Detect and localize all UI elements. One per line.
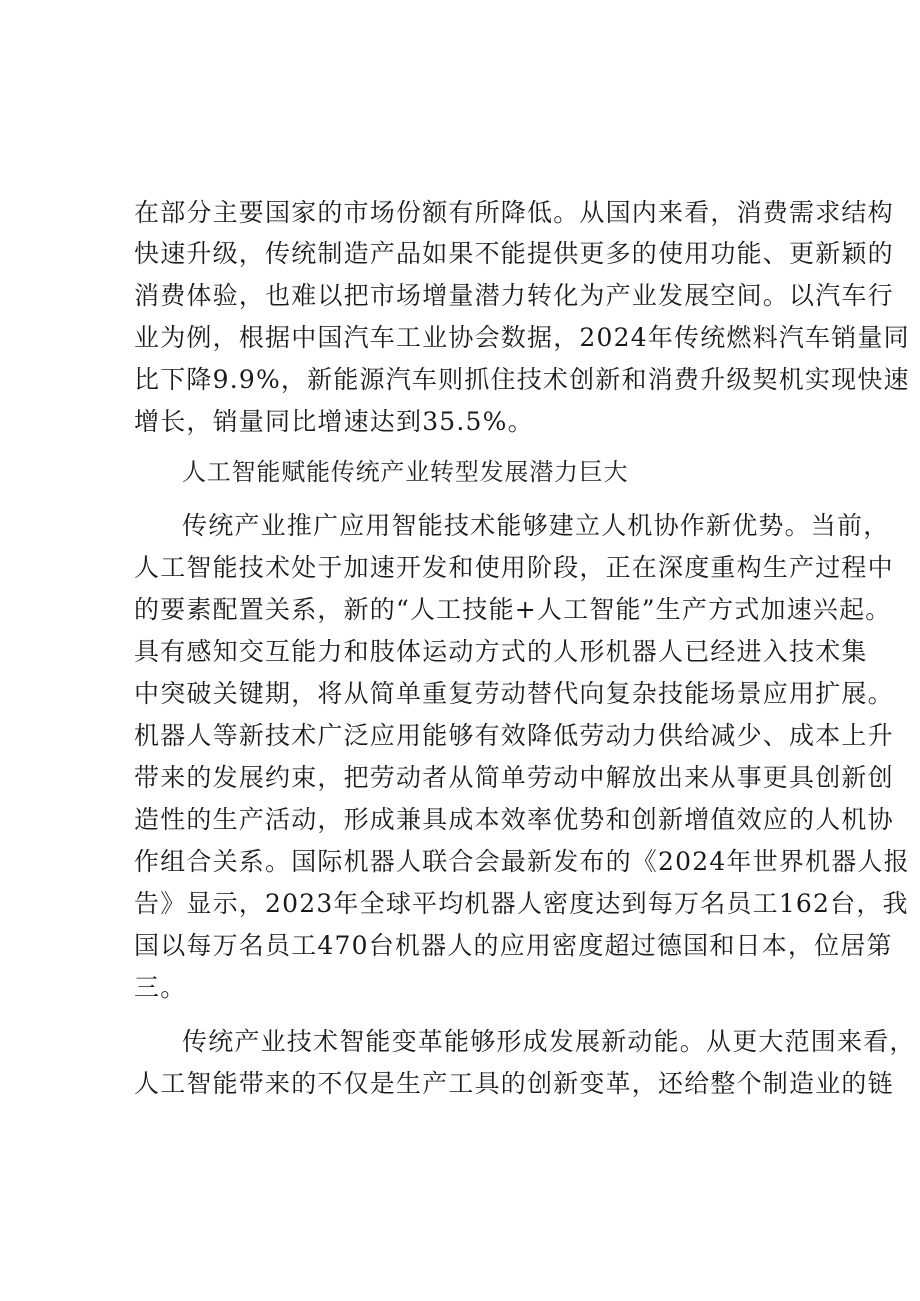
paragraph-line: 消费体验，也难以把市场增量潜力转化为产业发展空间。以汽车行 — [134, 281, 894, 310]
paragraph-line: 传统产业推广应用智能技术能够建立人机协作新优势。当前， — [182, 511, 890, 540]
paragraph-line: 机器人等新技术广泛应用能够有效降低劳动力供给减少、成本上升 — [134, 721, 894, 750]
paragraph-line: 人工智能带来的不仅是生产工具的创新变革，还给整个制造业的链 — [134, 1069, 894, 1098]
paragraph-line: 中突破关键期，将从简单重复劳动替代向复杂技能场景应用扩展。 — [134, 679, 894, 708]
paragraph-line: 人工智能技术处于加速开发和使用阶段，正在深度重构生产过程中 — [134, 553, 894, 582]
paragraph-line: 三。 — [134, 973, 187, 1002]
paragraph-line: 作组合关系。国际机器人联合会最新发布的《2024年世界机器人报 — [134, 847, 910, 876]
paragraph-line: 的要素配置关系，新的“人工技能+人工智能”生产方式加速兴起。 — [134, 595, 892, 624]
paragraph-line: 造性的生产活动，形成兼具成本效率优势和创新增值效应的人机协 — [134, 805, 894, 834]
paragraph-line: 带来的发展约束，把劳动者从简单劳动中解放出来从事更具创新创 — [134, 763, 894, 792]
paragraph-line: 增长，销量同比增速达到35.5%。 — [134, 407, 534, 436]
paragraph-line: 比下降9.9%，新能源汽车则抓住技术创新和消费升级契机实现快速 — [134, 365, 910, 394]
paragraph-line: 具有感知交互能力和肢体运动方式的人形机器人已经进入技术集 — [134, 637, 868, 666]
paragraph-line: 业为例，根据中国汽车工业协会数据，2024年传统燃料汽车销量同 — [134, 323, 910, 352]
paragraph-line: 告》显示，2023年全球平均机器人密度达到每万名员工162台，我 — [134, 889, 909, 918]
paragraph-line: 国以每万名员工470台机器人的应用密度超过德国和日本，位居第 — [134, 931, 893, 960]
paragraph-line: 在部分主要国家的市场份额有所降低。从国内来看，消费需求结构 — [134, 198, 894, 227]
section-heading: 人工智能赋能传统产业转型发展潜力巨大 — [182, 458, 629, 486]
paragraph-line: 快速升级，传统制造产品如果不能提供更多的使用功能、更新颖的 — [134, 239, 894, 268]
paragraph-line: 传统产业技术智能变革能够形成发展新动能。从更大范围来看， — [182, 1027, 916, 1056]
